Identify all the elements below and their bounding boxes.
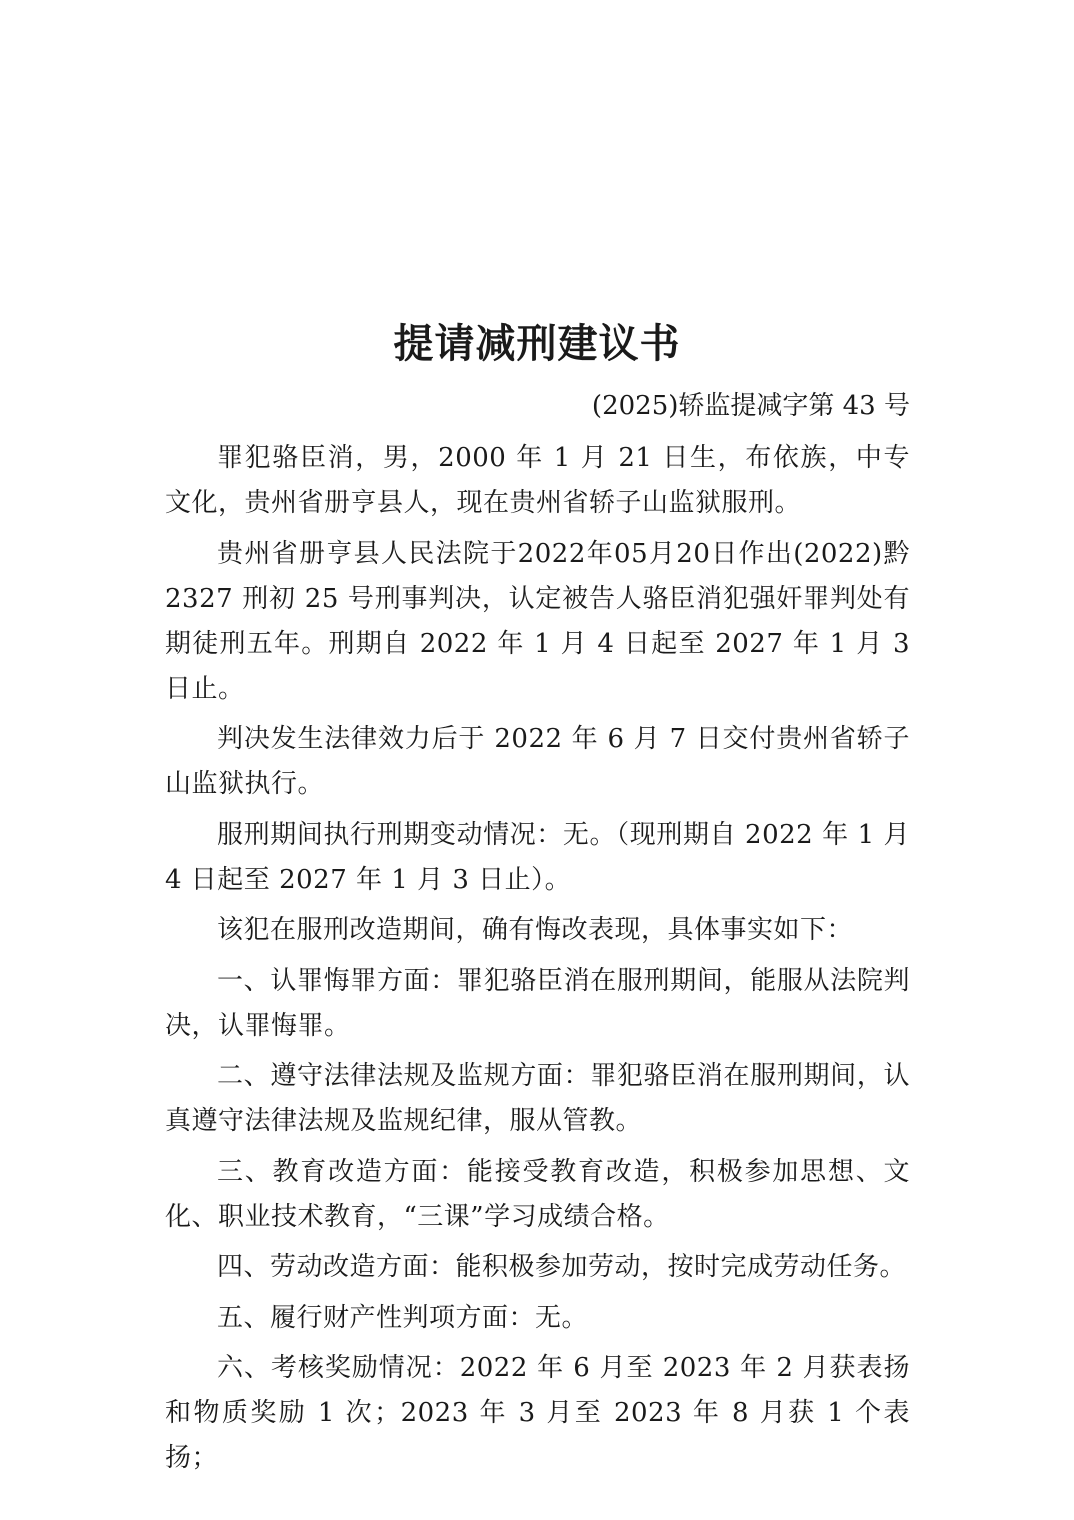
paragraph-education: 三、教育改造方面：能接受教育改造，积极参加思想、文化、职业技术教育，“三课”学习成绩合格。 [165,1156,910,1232]
paragraph-judgment: 贵州省册亨县人民法院于2022年05月20日作出(2022)黔 2327 刑初 25 号刑事判决，认定被告人骆臣消犯强奸罪判处有期徒刑五年。刑期自 2022 年 1 月 4 日起至 2027 年 1 月 3 日止。 [165,538,910,704]
document-body [165,436,910,1487]
paragraph-sentence-changes: 服刑期间执行刑期变动情况：无。（现刑期自 2022 年 1 月 4 日起至 2027 年 1 月 3 日止）。 [165,819,910,895]
paragraph-execution: 判决发生法律效力后于 2022 年 6 月 7 日交付贵州省轿子山监狱执行。 [165,724,910,799]
document-title: 提请减刑建议书 [393,320,681,367]
paragraph-compliance: 二、遵守法律法规及监规方面：罪犯骆臣消在服刑期间，认真遵守法律法规及监规纪律，服从管教。 [165,1061,910,1136]
paragraph-labor: 四、劳动改造方面：能积极参加劳动，按时完成劳动任务。 [217,1252,907,1282]
paragraph-repentance: 一、认罪悔罪方面：罪犯骆臣消在服刑期间，能服从法院判决，认罪悔罪。 [165,965,910,1041]
document-number: (2025)轿监提减字第 43 号 [591,391,910,421]
paragraph-rewards: 六、考核奖励情况：2022 年 6 月至 2023 年 2 月获表扬和物质奖励 1 次；2023 年 3 月至 2023 年 8 月获 1 个表扬； [165,1353,910,1473]
paragraph-facts-intro: 该犯在服刑改造期间，确有悔改表现，具体事实如下： [217,915,854,945]
paragraph-property: 五、履行财产性判项方面：无。 [217,1302,589,1333]
paragraph-criminal-info: 罪犯骆臣消，男，2000 年 1 月 21 日生，布依族，中专文化，贵州省册亨县人，现在贵州省轿子山监狱服刑。 [165,443,910,518]
